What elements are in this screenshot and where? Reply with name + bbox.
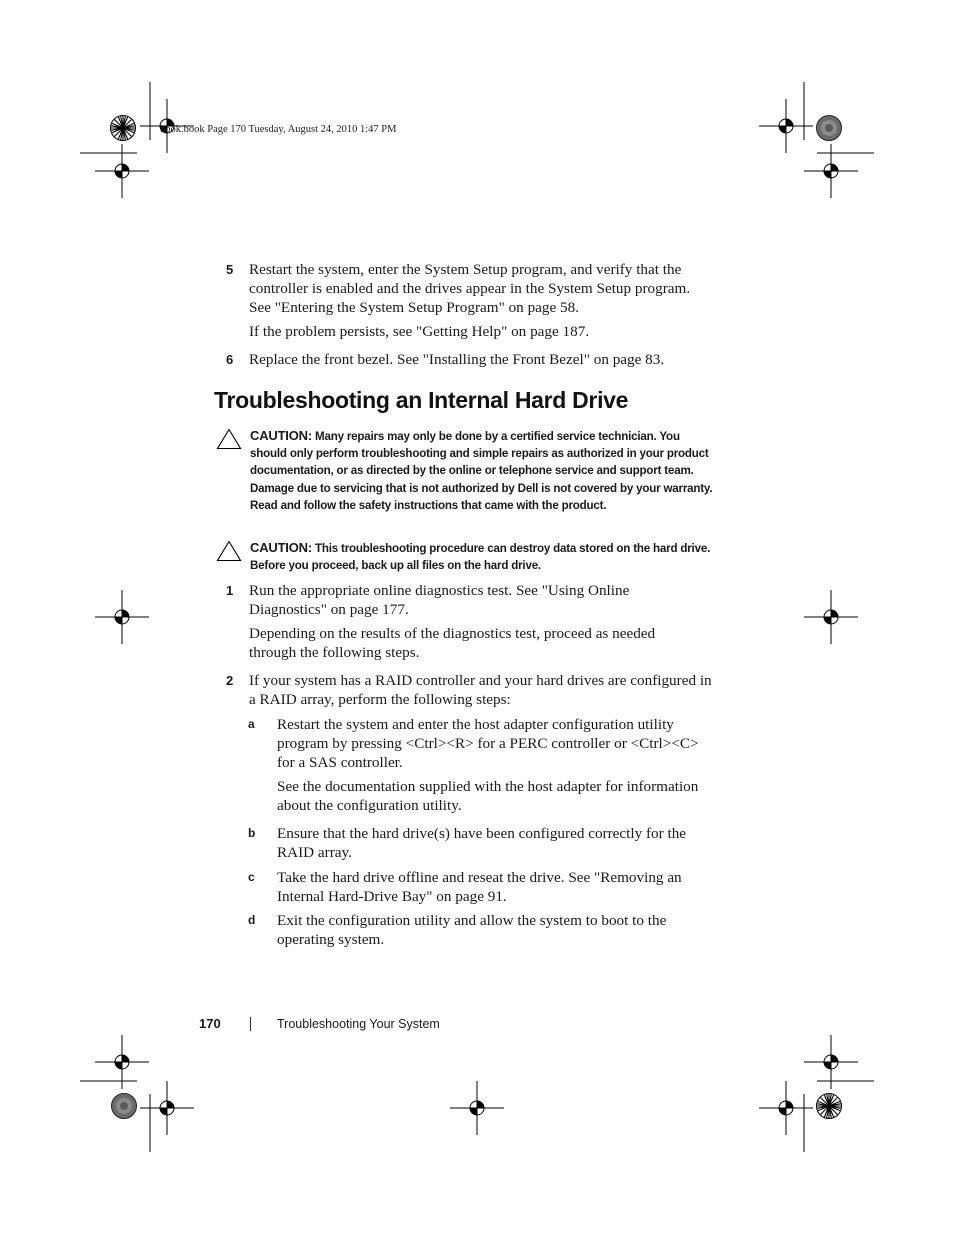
substep-letter: a xyxy=(248,717,255,731)
substep-d xyxy=(248,911,718,949)
substep-a-followup: See the documentation supplied with the host adapter for information about the configuration utility. xyxy=(277,778,699,814)
caution-triangle-icon xyxy=(216,540,242,562)
caution-text: This troubleshooting procedure can destroy data stored on the hard drive. Before you proceed, back up all files on the hard drive. xyxy=(250,542,711,573)
caution-data-loss xyxy=(216,539,716,574)
step-5-followup: If the problem persists, see "Getting Help" on page 187. xyxy=(249,323,590,340)
step-number: 2 xyxy=(226,673,234,688)
step-5 xyxy=(226,260,716,317)
step-1 xyxy=(226,581,716,619)
section-heading: Troubleshooting an Internal Hard Drive xyxy=(214,387,629,413)
substep-letter: c xyxy=(248,870,255,884)
substep-text: Restart the system and enter the host adapter configuration utility program by pressing <Ctrl><R> for a PERC controller or <Ctrl><C> for a SAS controller. xyxy=(277,716,699,771)
step-1-followup: Depending on the results of the diagnostics test, proceed as needed through the following steps. xyxy=(249,625,656,661)
caution-label: CAUTION: xyxy=(250,428,312,443)
substep-text: Ensure that the hard drive(s) have been configured correctly for the RAID array. xyxy=(277,825,687,861)
substep-letter: b xyxy=(248,826,256,840)
print-header-note: book.book Page 170 Tuesday, August 24, 2010 1:47 PM xyxy=(160,124,397,135)
footer-divider xyxy=(250,1017,251,1031)
substep-b xyxy=(248,824,718,862)
substep-letter: d xyxy=(248,913,256,927)
substep-c xyxy=(248,868,718,906)
step-text: Restart the system, enter the System Setup program, and verify that the controller is enabled and the drives appear in the System Setup program. See "Entering the System Setup Program" on page 58. xyxy=(249,261,691,316)
step-number: 5 xyxy=(226,262,234,277)
caution-triangle-icon xyxy=(216,428,242,450)
caution-label: CAUTION: xyxy=(250,540,312,555)
footer-section-title: Troubleshooting Your System xyxy=(277,1017,440,1031)
caution-text: Many repairs may only be done by a certified service technician. You should only perform troubleshooting and simple repairs as authorized in your product documentation, or as directed by the online or telephone service and support team. Damage due to servicing that is not authorized by Dell is not covered by your warranty. Read and follow the safety instructions that came with the product. xyxy=(250,430,713,512)
substep-text: Exit the configuration utility and allow the system to boot to the operating system. xyxy=(277,912,667,948)
caution-repairs xyxy=(216,427,716,514)
step-text: If your system has a RAID controller and your hard drives are configured in a RAID array, perform the following steps: xyxy=(249,672,712,708)
substep-text: Take the hard drive offline and reseat the drive. See "Removing an Internal Hard-Drive Bay" on page 91. xyxy=(277,869,682,905)
step-2 xyxy=(226,671,716,709)
step-number: 1 xyxy=(226,583,234,598)
step-text: Replace the front bezel. See "Installing the Front Bezel" on page 83. xyxy=(249,351,665,368)
step-text: Run the appropriate online diagnostics test. See "Using Online Diagnostics" on page 177. xyxy=(249,582,630,618)
footer-page-number: 170 xyxy=(199,1016,221,1031)
substep-a xyxy=(248,715,718,772)
step-number: 6 xyxy=(226,352,234,367)
step-6 xyxy=(226,350,716,369)
